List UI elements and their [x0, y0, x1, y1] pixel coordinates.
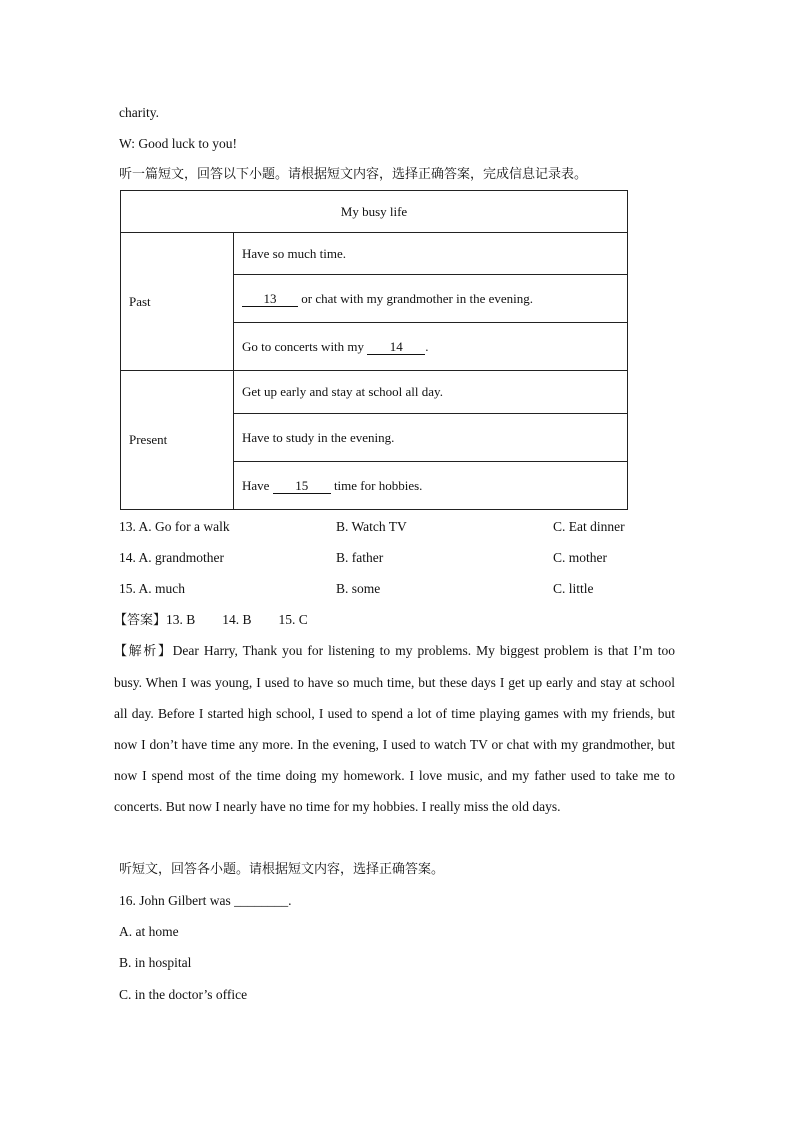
- present-row-3-end: time for hobbies.: [330, 477, 423, 493]
- past-row-2: [234, 275, 628, 323]
- past-label: Past: [121, 233, 234, 371]
- q13-option-c: C. Eat dinner: [553, 519, 625, 534]
- q14-option-a: 14. A. grandmother: [119, 550, 224, 565]
- past-row-1: Have so much time.: [234, 233, 628, 275]
- q16-option-a: A. at home: [119, 924, 179, 939]
- q15-option-b: B. some: [336, 581, 381, 596]
- present-label: Present: [121, 371, 234, 510]
- listening-instruction: 听一篇短文，回答以下小题。请根据短文内容，选择正确答案，完成信息记录表。: [119, 167, 588, 182]
- q13-option-a: 13. A. Go for a walk: [119, 519, 230, 534]
- present-row-3-text: Have: [242, 477, 273, 493]
- q13-option-b: B. Watch TV: [336, 519, 407, 534]
- answer-values: 13. B 14. B 15. C: [166, 612, 308, 627]
- past-row-3-text: Go to concerts with my: [242, 338, 368, 354]
- present-row-3: [234, 462, 628, 510]
- present-row-1: Get up early and stay at school all day.: [234, 371, 628, 414]
- question-16: 16. John Gilbert was ________.: [119, 893, 292, 908]
- q16-option-c: C. in the doctor’s office: [119, 987, 248, 1002]
- info-record-table: [120, 190, 628, 510]
- past-row-2-text: or chat with my grandmother in the evening.: [298, 290, 534, 306]
- past-row-3: [234, 323, 628, 371]
- analysis-label: 【解析】: [114, 644, 173, 659]
- q15-option-c: C. little: [553, 581, 594, 596]
- section2-instruction: 听短文，回答各小题。请根据短文内容，选择正确答案。: [119, 862, 445, 877]
- q14-option-b: B. father: [336, 550, 384, 565]
- blank-15: 15: [273, 479, 331, 494]
- dialogue-line-w: W: Good luck to you!: [119, 136, 237, 151]
- blank-13: 13: [242, 292, 298, 307]
- present-row-2: Have to study in the evening.: [234, 414, 628, 462]
- past-row-3-end: .: [425, 338, 429, 354]
- dialogue-end-line: charity.: [119, 105, 159, 120]
- answer-line: [114, 611, 308, 630]
- q15-option-a: 15. A. much: [119, 581, 185, 596]
- analysis-text: Dear Harry, Thank you for listening to my problems. My biggest problem is that I’m too busy. When I was young, I used to have so much time, but these days I get up early and stay at school all day. Before I started high school, I used to spend a lot of time playing games with my friends, but now I don’t have time any more. In the evening, I used to watch TV or chat with my grandmother, but now I spend most of the time doing my homework. I love music, and my father used to take me to concerts. But now I nearly have no time for my hobbies. I really miss the old days.: [114, 643, 675, 814]
- table-title: My busy life: [121, 191, 628, 233]
- blank-14: 14: [367, 340, 425, 355]
- q14-option-c: C. mother: [553, 550, 607, 565]
- analysis-paragraph: [114, 635, 675, 822]
- q16-option-b: B. in hospital: [119, 955, 192, 970]
- answer-label: 【答案】: [114, 613, 167, 628]
